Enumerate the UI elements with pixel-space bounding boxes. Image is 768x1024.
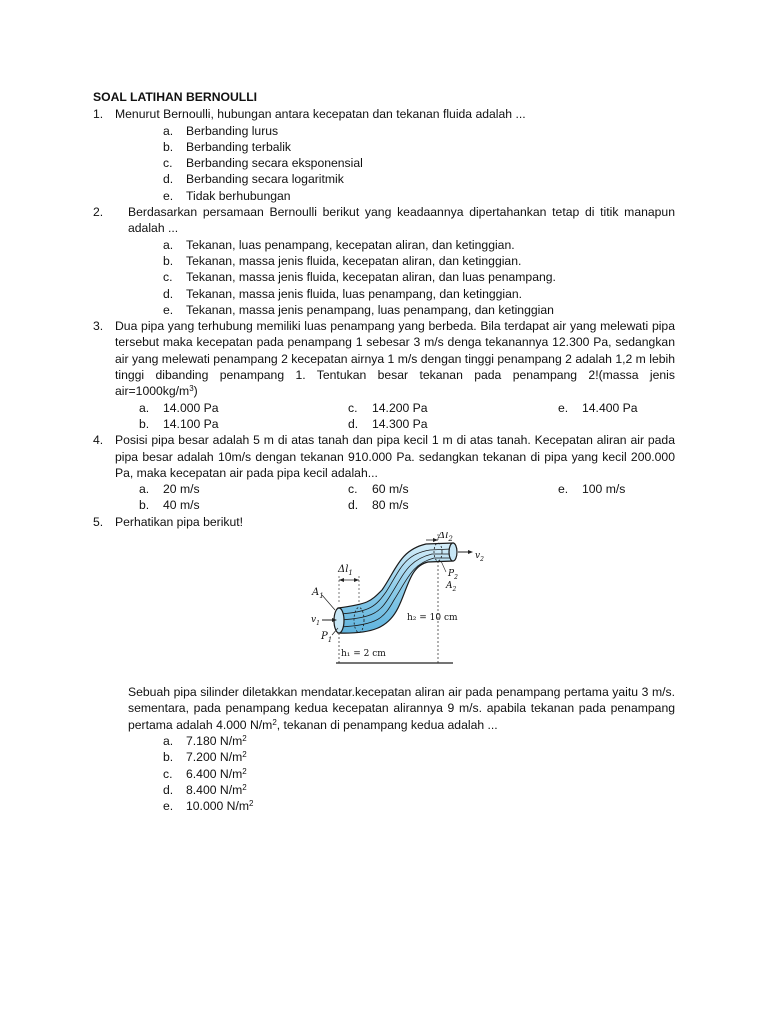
label-dl1: $\Delta l_1$ (338, 564, 353, 578)
option-item (139, 497, 200, 513)
options-grid-q4 (93, 481, 675, 514)
question-text: Berdasarkan persamaan Bernoulli berikut yang keadaannya dipertahankan tetap di titik manapun adalah ... (128, 205, 675, 236)
option-label: b. (139, 498, 150, 513)
option-text: Tekanan, massa jenis fluida, kecepatan aliran, dan ketinggian. (186, 253, 522, 268)
option-label: a. (163, 733, 174, 748)
option-label: d. (348, 416, 359, 431)
label-dl2: $\Delta l_2$ (438, 532, 453, 544)
option-item (93, 733, 675, 749)
option-item (93, 286, 675, 302)
option-item (348, 481, 409, 497)
option-text: Berbanding terbalik (186, 139, 292, 154)
option-item (93, 155, 675, 171)
arrowhead-icon (354, 578, 359, 582)
option-item (558, 400, 638, 416)
option-label: e. (558, 482, 569, 497)
option-text: 14.300 Pa (372, 416, 428, 431)
option-item (93, 269, 675, 285)
label-v2: $v_2$ (475, 551, 484, 564)
option-item (93, 798, 675, 814)
option-label: c. (348, 482, 358, 497)
question-number: 4. (93, 433, 104, 448)
option-item (93, 782, 675, 798)
question-text-end: ) (193, 384, 198, 399)
superscript: 2 (242, 766, 247, 776)
option-text: 14.400 Pa (582, 400, 638, 415)
option-text: 14.100 Pa (163, 416, 219, 431)
option-text: Tekanan, massa jenis penampang, luas penampang, dan ketinggian (186, 302, 554, 317)
options-list-q2 (93, 237, 675, 318)
arrowhead-icon (339, 578, 344, 582)
option-label: c. (163, 156, 173, 171)
option-label: c. (163, 270, 173, 285)
question-5 (93, 514, 675, 530)
option-text: Tidak berhubungan (186, 188, 291, 203)
option-item (93, 188, 675, 204)
question-number: 3. (93, 319, 104, 334)
option-text: 14.200 Pa (372, 400, 428, 415)
option-label: d. (163, 782, 174, 797)
arrowhead-icon (468, 550, 473, 554)
unit: N/m (219, 733, 243, 748)
option-label: e. (163, 188, 174, 203)
option-text: 80 m/s (372, 498, 409, 513)
option-text: 8.400 (186, 782, 220, 797)
document-page (93, 89, 675, 814)
option-item (93, 749, 675, 765)
option-item (93, 237, 675, 253)
option-label: c. (163, 766, 173, 781)
unit: N/m (219, 750, 243, 765)
paragraph-text-end: , tekanan di penampang kedua adalah ... (276, 717, 498, 732)
option-text: 10.000 (186, 799, 227, 814)
option-item (139, 416, 219, 432)
pointer-line (441, 561, 446, 572)
superscript: 2 (249, 799, 254, 809)
option-item (348, 416, 428, 432)
option-label: e. (558, 400, 569, 415)
options-grid-q3 (93, 400, 675, 433)
option-text: 40 m/s (163, 498, 200, 513)
options-list-q5 (93, 733, 675, 814)
options-list-q1 (93, 123, 675, 204)
option-item (93, 171, 675, 187)
option-item (93, 123, 675, 139)
question-4 (93, 432, 675, 481)
option-item (93, 302, 675, 318)
option-text: 20 m/s (163, 482, 200, 497)
unit: N/m (226, 799, 250, 814)
option-text: 60 m/s (372, 482, 409, 497)
question-text: Menurut Bernoulli, hubungan antara kecepatan dan tekanan fluida adalah ... (115, 107, 526, 122)
option-text: Berbanding secara logaritmik (186, 172, 344, 187)
unit: N/m (219, 782, 243, 797)
pipe-right-end (449, 543, 457, 561)
label-p2: $P_2$ (448, 569, 458, 582)
option-label: e. (163, 799, 174, 814)
label-h1: h₁ = 2 cm (341, 649, 386, 660)
option-label: b. (163, 253, 174, 268)
unit: N/m (219, 766, 243, 781)
document-title: SOAL LATIHAN BERNOULLI (93, 90, 258, 104)
question-1 (93, 106, 675, 122)
pipe-figure (93, 532, 675, 680)
superscript: 2 (272, 717, 277, 727)
option-item (348, 400, 428, 416)
question-number: 2. (93, 205, 104, 220)
option-item (139, 400, 219, 416)
option-label: e. (163, 302, 174, 317)
option-label: b. (163, 750, 174, 765)
option-text: Tekanan, massa jenis fluida, luas penampang, dan ketinggian. (186, 286, 523, 301)
option-text: Tekanan, luas penampang, kecepatan aliran, dan ketinggian. (186, 237, 515, 252)
option-text: 100 m/s (582, 482, 626, 497)
option-label: d. (348, 498, 359, 513)
option-text: 7.180 (186, 733, 220, 748)
question-text: Posisi pipa besar adalah 5 m di atas tanah dan pipa kecil 1 m di atas tanah. Kecepatan aliran air pada pipa besar adalah 10m/s dengan tekanan 910.000 Pa. sedangkan tekanan di pipa yang kecil 200.000 Pa, maka kecepatan air pada pipa kecil adalah... (115, 433, 675, 480)
superscript: 2 (242, 733, 247, 743)
superscript: 2 (242, 782, 247, 792)
superscript: 3 (189, 384, 194, 394)
option-item (93, 766, 675, 782)
label-a2: $A_2$ (446, 581, 457, 594)
option-text: 14.000 Pa (163, 400, 219, 415)
option-label: c. (348, 400, 358, 415)
paragraph-text: Sebuah pipa silinder diletakkan mendatar.kecepatan aliran air pada penampang pertama yaitu 3 m/s. sementara, pada penampang kedua kecepatan alirannya 9 m/s. apabila tekanan pada penampang pertama adalah 4.000 N/m (128, 685, 675, 732)
option-label: b. (139, 416, 150, 431)
option-label: b. (163, 139, 174, 154)
question-text: Perhatikan pipa berikut! (115, 514, 244, 529)
question-3 (93, 318, 675, 399)
option-item (93, 253, 675, 269)
option-label: d. (163, 172, 174, 187)
question-text: Dua pipa yang terhubung memiliki luas penampang yang berbeda. Bila terdapat air yang melewati pipa tersebut maka kecepatan pada penampang 1 sebesar 3 m/s denga tekanannya 12.300 Pa, sedangkan air yang melewati penampang 2 kecepatan airnya 1 m/s dengan tinggi penampang 2 adalah 1,2 m lebih tinggi dibanding penampang 1. Tentukan besar tekanan pada penampang 2!(massa jenis air=1000kg/m (115, 319, 675, 399)
option-item (558, 481, 625, 497)
option-text: 6.400 (186, 766, 220, 781)
option-item (93, 139, 675, 155)
label-v1: $v_1$ (311, 615, 320, 628)
option-label: a. (139, 400, 150, 415)
label-h2: h₂ = 10 cm (407, 613, 458, 624)
option-item (139, 481, 200, 497)
superscript: 2 (242, 750, 247, 760)
option-label: a. (163, 237, 174, 252)
option-label: a. (139, 482, 150, 497)
label-a1: $A_1$ (312, 587, 324, 601)
question-2 (93, 204, 675, 237)
option-label: a. (163, 123, 174, 138)
question-5-paragraph (93, 684, 675, 733)
question-number: 1. (93, 107, 104, 122)
option-label: d. (163, 286, 174, 301)
option-text: Tekanan, massa jenis fluida, kecepatan aliran, dan luas penampang. (186, 270, 556, 285)
question-number: 5. (93, 514, 104, 529)
label-p1: $P_1$ (321, 631, 333, 645)
option-item (348, 497, 409, 513)
option-text: 7.200 (186, 750, 220, 765)
option-text: Berbanding lurus (186, 123, 279, 138)
pointer-line (322, 595, 335, 610)
bernoulli-pipe-diagram (308, 532, 488, 678)
option-text: Berbanding secara eksponensial (186, 156, 363, 171)
